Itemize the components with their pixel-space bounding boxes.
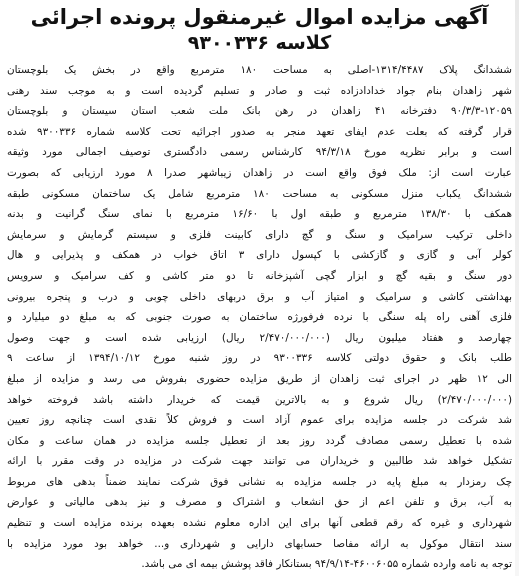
body-line: (۲/۴۷۰/۰۰۰/۰۰۰) ریال شروع و به بالاترین قیمت که خریدار داشته باشد فروخته خواهد xyxy=(7,393,512,406)
notice-case-number: کلاسه ۹۳۰۰۳۳۶ xyxy=(187,32,332,54)
body-line: ۹۰/۳/۳-۱۲۰۵۹ دفترخانه ۴۱ زاهدان در رهن بانک ملت شعب استان سیستان و بلوچستان xyxy=(7,105,512,118)
body-line: شده با تعطیل رسمی مصادف گردد روز بعد از تعطیل جلسه مزایده در همان ساعت و مکان xyxy=(7,434,512,447)
body-line: الی ۱۲ ظهر در اجرای ثبت زاهدان از طریق مزایده حضوری بفروش می رسد و مزایده از مبلغ xyxy=(7,372,512,385)
body-line: شهر زاهدان بنام جواد خدادادزاده ثبت و صادر و تسلیم گردیده است و به موجب سند رهنی xyxy=(7,84,512,97)
body-line: ششدانگ پلاک ۱۳۱۴/۴۴۸۷-اصلی به مساحت ۱۸۰ مترمربع واقع در بخش یک بلوچستان xyxy=(7,64,512,76)
body-line: داخلی ترکیب سرامیک و سنگ و گچ دارای کابینت فلزی و سیستم گرمایش و سرمایش xyxy=(7,228,512,241)
body-line: بهداشتی کاشی و سرامیک و امتیاز آب و برق دربهای داخلی چوبی و درب و پنجره بیرونی xyxy=(7,290,512,303)
body-line: سند انتقال موکول به ارائه مفاصا حسابهای دارایی و شهرداری و... خواهد بود مورد مزایده با xyxy=(7,537,512,550)
body-line: چهارصد و هفتاد میلیون ریال (۲/۴۷۰/۰۰۰/۰۰۰ ریال) ارزیابی شده است و جهت وصول xyxy=(7,331,512,344)
body-line: شهرداری و غیره که رقم قطعی آنها برای این اداره معلوم نشده بعهده برنده مزایده است و تنظیم xyxy=(7,517,512,530)
body-line: چک رمزدار به مبلغ پایه در جلسه مزایده به نشانی فوق شرکت نمایند ضمناً بدهی های مربوط xyxy=(7,475,512,488)
body-line: فلزی آهنی راه پله سنگی با نرده فرفورژه ساختمان به صورت جنوبی که به مبلغ دو میلیارد و xyxy=(7,311,512,324)
notice-title: آگهی مزایده اموال غیرمنقول پرونده اجرائی xyxy=(30,5,489,29)
body-line: همکف با ۱۳۸/۳۰ مترمربع و طبقه اول با ۱۶/۶۰ مترمربع با نمای سنگ گرانیت و بدنه xyxy=(7,208,512,221)
body-line: دور سنگ و بقیه گچ و ابزار گچی آشپزخانه تا دو متر کاشی و کف سرامیک و سرویس xyxy=(7,269,512,282)
body-line: شد شرکت در جلسه مزایده برای عموم آزاد است و فروش کلاً نقدی است چنانچه روز تعیین xyxy=(7,414,512,427)
body-line: طلب بانک و حقوق دولتی کلاسه ۹۳۰۰۳۳۶ در روز شنبه مورخ ۱۳۹۴/۱۰/۱۲ از ساعت ۹ xyxy=(7,352,512,365)
body-line: به آب، برق و تلفن اعم از حق انشعاب و اشتراک و مصرف و نیز بدهی مالیاتی و عوارض xyxy=(7,496,512,509)
body-line: تشکیل خواهد شد طالبین و خریداران می توانند جهت شرکت در مزایده در وقت مقرر با ارائه xyxy=(7,455,512,468)
page-edge-shadow xyxy=(515,0,519,576)
body-line: کولر آبی و گازی و گازکشی با کپسول دارای ۳ اتاق خواب در همکف و پذیرایی و هال xyxy=(7,249,512,262)
body-line: عبارت است از: ملک فوق واقع است در زاهدان زیباشهر صدرا ۸ مورد ارزیابی که بصورت xyxy=(7,166,512,179)
notice-body xyxy=(7,60,512,575)
body-line: توجه به نامه وارده شماره ۴۶۰۰۶۰۵۵-۹۴/۹/۱۴ بستانکار فاقد پوشش بیمه ای می باشد. xyxy=(141,558,512,571)
body-line: قرار گرفته که بعلت عدم ایفای تعهد منجر به صدور اجرائیه تحت کلاسه شماره ۹۳۰۰۳۳۶ شده xyxy=(7,125,512,138)
body-line: ششدانگ یکباب منزل مسکونی به مساحت ۱۸۰ مترمربع شامل یک ساختمان مسکونی طبقه xyxy=(7,187,512,200)
body-line: است و برابر نظریه مورخ ۹۴/۳/۱۸ کارشناس رسمی دادگستری توصیف اجمالی مورد وثیقه xyxy=(7,146,512,159)
